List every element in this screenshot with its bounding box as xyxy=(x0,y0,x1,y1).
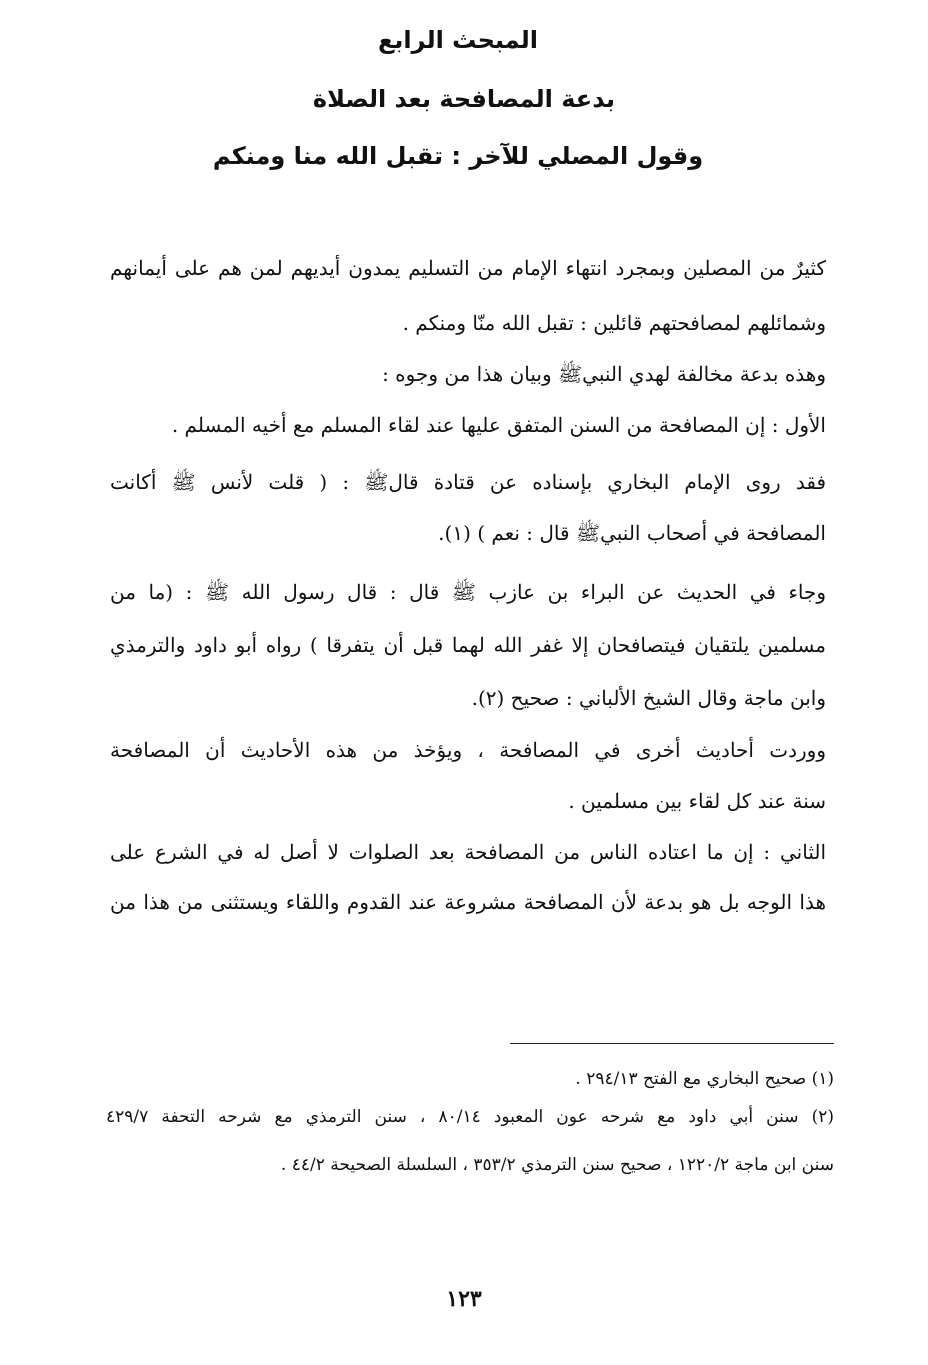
body-line: سنة عند كل لقاء بين مسلمين . xyxy=(568,789,826,813)
body-line: مسلمين يلتقيان فيتصافحان إلا غفر الله لهما قبل أن يتفرقا ) رواه أبو داود والترمذي xyxy=(110,633,826,657)
body-line: وشمائلهم لمصافحتهم قائلين : تقبل الله منّا ومنكم . xyxy=(402,311,826,335)
chapter-title: بدعة المصافحة بعد الصلاة xyxy=(312,85,616,113)
body-line: فقد روى الإمام البخاري بإسناده عن قتادة قالﷺ : ( قلت لأنس ﷺ أكانت xyxy=(110,470,826,494)
body-line: ووردت أحاديث أخرى في المصافحة ، ويؤخذ من هذه الأحاديث أن المصافحة xyxy=(110,738,826,762)
body-line: كثيرٌ من المصلين وبمجرد انتهاء الإمام من التسليم يمدون أيديهم لمن هم على أيمانهم xyxy=(110,256,826,280)
body-line: الثاني : إن ما اعتاده الناس من المصافحة بعد الصلوات لا أصل له في الشرع على xyxy=(110,840,826,864)
section-heading: المبحث الرابع xyxy=(378,26,538,54)
footnote-divider xyxy=(510,1043,834,1044)
body-line: وجاء في الحديث عن البراء بن عازب ﷺ قال : قال رسول الله ﷺ : (ما من xyxy=(110,580,826,604)
body-line: المصافحة في أصحاب النبيﷺ قال : نعم ) (١). xyxy=(438,521,826,545)
body-line: هذا الوجه بل هو بدعة لأن المصافحة مشروعة عند القدوم واللقاء ويستثنى من هذا من xyxy=(110,890,826,914)
page-number: ١٢٣ xyxy=(446,1286,482,1312)
chapter-subtitle: وقول المصلي للآخر : تقبل الله منا ومنكم xyxy=(212,142,704,170)
body-line: الأول : إن المصافحة من السنن المتفق عليها عند لقاء المسلم مع أخيه المسلم . xyxy=(171,413,826,437)
footnote: (٢) سنن أبي داود مع شرحه عون المعبود ٨٠/١٤ ، سنن الترمذي مع شرحه التحفة ٤٢٩/٧ xyxy=(106,1107,834,1127)
body-line: وهذه بدعة مخالفة لهدي النبيﷺ وبيان هذا من وجوه : xyxy=(382,362,826,386)
footnote: سنن ابن ماجة ١٢٢٠/٢ ، صحيح سنن الترمذي ٣٥٣/٢ ، السلسلة الصحيحة ٤٤/٢ . xyxy=(280,1155,834,1175)
body-line: وابن ماجة وقال الشيخ الألباني : صحيح (٢). xyxy=(471,686,826,710)
footnote: (١) صحيح البخاري مع الفتح ٢٩٤/١٣ . xyxy=(575,1069,834,1089)
